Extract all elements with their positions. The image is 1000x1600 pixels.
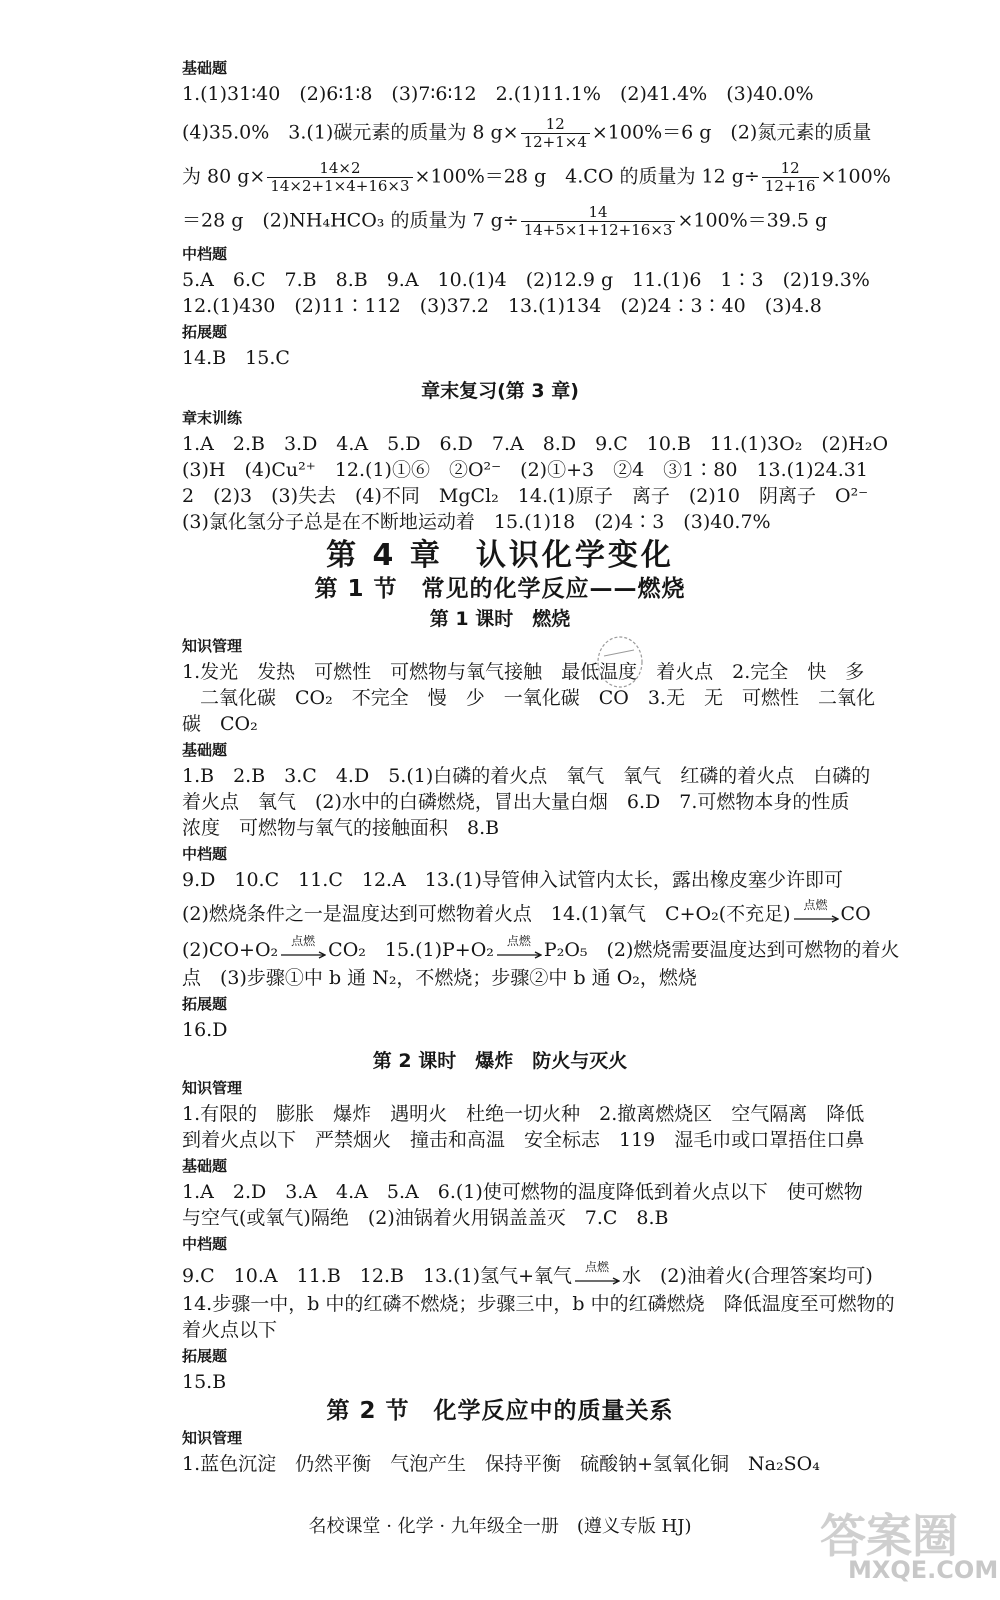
- section-label-chapter-train: 章末训练: [182, 409, 243, 427]
- answer-line: 二氧化碳 CO₂ 不完全 慢 少 一氧化碳 CO 3.无 无 可燃性 二氧化: [200, 687, 875, 709]
- answer-line: [182, 116, 871, 151]
- answer-text: (4)35.0% 3.(1)碳元素的质量为 8 g×: [182, 121, 519, 144]
- reaction-condition: 点燃: [803, 898, 828, 912]
- fraction: [521, 116, 590, 151]
- section-title: 第 1 节 常见的化学反应——燃烧: [314, 576, 686, 602]
- answer-text: ×100%: [820, 165, 891, 188]
- answer-text: 水 (2)油着火(合理答案均可): [622, 1265, 873, 1287]
- answer-line: 1.A 2.B 3.D 4.A 5.D 6.D 7.A 8.D 9.C 10.B 11.(1)3O₂ (2)H₂O: [182, 433, 889, 455]
- answer-text: ×100%＝28 g 4.CO 的质量为 12 g÷: [414, 165, 760, 188]
- answer-line: (3)氯化氢分子总是在不断地运动着 15.(1)18 (2)4∶3 (3)40.7%: [182, 511, 771, 533]
- answer-line: 1.蓝色沉淀 仍然平衡 气泡产生 保持平衡 硫酸钠+氢氧化铜 Na₂SO₄: [182, 1453, 820, 1475]
- section-label-basic: 基础题: [182, 1157, 228, 1175]
- answer-line: 1.A 2.D 3.A 4.A 5.A 6.(1)使可燃物的温度降低到着火点以下 使可燃物: [182, 1181, 863, 1203]
- answer-line: 15.B: [182, 1371, 227, 1393]
- watermark-url: MXQE.COM: [848, 1556, 999, 1584]
- answer-line: 着火点 氧气 (2)水中的白磷燃烧，冒出大量白烟 6.D 7.可燃物本身的性质: [182, 791, 850, 813]
- section-label-middle: 中档题: [182, 845, 228, 863]
- answer-text: ×100%＝39.5 g: [677, 209, 828, 232]
- fraction: [762, 160, 819, 195]
- watermark-logo: 答案圈: [820, 1509, 958, 1563]
- section-label-basic: 基础题: [182, 741, 228, 759]
- fraction-numerator: 14×2: [319, 159, 361, 177]
- section-title: 第 2 节 化学反应中的质量关系: [326, 1398, 674, 1424]
- answer-line: 2 (2)3 (3)失去 (4)不同 MgCl₂ 14.(1)原子 离子 (2)10 阴离子 O²⁻: [182, 485, 869, 507]
- lesson-title: 第 2 课时 爆炸 防火与灭火: [372, 1050, 628, 1072]
- reaction-arrow: [280, 934, 326, 963]
- answer-line: [182, 204, 827, 239]
- fraction: [267, 160, 412, 195]
- arrow-icon: [793, 914, 839, 924]
- fraction-denominator: 14+5×1+12+16×3: [521, 221, 676, 239]
- answer-text: 为 80 g×: [182, 165, 266, 188]
- answer-text: CO₂ 15.(1)P+O₂: [328, 939, 494, 961]
- fraction-numerator: 12: [780, 159, 800, 177]
- answer-line: [182, 160, 891, 195]
- reaction-condition: 点燃: [585, 1260, 610, 1274]
- arrow-icon: [280, 950, 326, 960]
- fraction-denominator: 12+16: [762, 177, 819, 195]
- answer-line: 14.B 15.C: [182, 347, 290, 369]
- fraction: [521, 204, 676, 239]
- answer-text: CO: [840, 903, 871, 925]
- answer-line: 16.D: [182, 1019, 228, 1041]
- fraction-numerator: 14: [588, 203, 608, 221]
- section-label-basic: 基础题: [182, 59, 228, 77]
- section-label-extend: 拓展题: [182, 323, 228, 341]
- section-label-extend: 拓展题: [182, 995, 228, 1013]
- section-label-knowledge: 知识管理: [182, 1079, 243, 1097]
- section-label-middle: 中档题: [182, 1235, 228, 1253]
- answer-line: 到着火点以下 严禁烟火 撞击和高温 安全标志 119 湿毛巾或口罩捂住口鼻: [182, 1129, 865, 1151]
- answer-line: 碳 CO₂: [182, 713, 258, 735]
- reaction-arrow: [574, 1260, 620, 1289]
- page-footer: 名校课堂 · 化学 · 九年级全一册 (遵义专版 HJ): [308, 1516, 692, 1537]
- answer-line: 浓度 可燃物与氧气的接触面积 8.B: [182, 817, 500, 839]
- answer-line: (3)H (4)Cu²⁺ 12.(1)①⑥ ②O²⁻ (2)①+3 ②4 ③1∶80 13.(1)24.31: [182, 459, 868, 481]
- section-label-extend: 拓展题: [182, 1347, 228, 1365]
- answer-line: 1.发光 发热 可燃性 可燃物与氧气接触 最低温度 着火点 2.完全 快 多: [182, 661, 865, 683]
- reaction-condition: 点燃: [506, 934, 531, 948]
- arrow-icon: [574, 1276, 620, 1286]
- fraction-denominator: 12+1×4: [521, 133, 590, 151]
- reaction-arrow: [793, 898, 839, 927]
- answer-text: (2)CO+O₂: [182, 939, 279, 961]
- answer-line: 点 (3)步骤①中 b 通 N₂，不燃烧；步骤②中 b 通 O₂，燃烧: [182, 967, 697, 989]
- answer-text: (2)燃烧条件之一是温度达到可燃物着火点 14.(1)氧气 C+O₂(不充足): [182, 903, 791, 925]
- fraction-denominator: 14×2+1×4+16×3: [267, 177, 412, 195]
- answer-line: [182, 898, 871, 927]
- section-label-knowledge: 知识管理: [182, 1429, 243, 1447]
- answer-line: 9.D 10.C 11.C 12.A 13.(1)导管伸入试管内太长，露出橡皮塞少许即可: [182, 869, 843, 891]
- arrow-icon: [496, 950, 542, 960]
- answer-text: P₂O₅ (2)燃烧需要温度达到可燃物的着火: [543, 939, 900, 961]
- reaction-arrow: [496, 934, 542, 963]
- lesson-title: 第 1 课时 燃烧: [429, 608, 571, 630]
- answer-text: ×100%＝6 g (2)氮元素的质量: [591, 121, 872, 144]
- answer-line: 与空气(或氧气)隔绝 (2)油锅着火用锅盖盖灭 7.C 8.B: [182, 1207, 669, 1229]
- review-title: 章末复习(第 3 章): [421, 380, 579, 402]
- answer-text: 9.C 10.A 11.B 12.B 13.(1)氢气+氧气: [182, 1265, 573, 1287]
- stamp-icon: [594, 634, 646, 690]
- answer-line: 着火点以下: [182, 1319, 278, 1341]
- answer-line: [182, 1260, 873, 1289]
- answer-text: ＝28 g (2)NH₄HCO₃ 的质量为 7 g÷: [182, 209, 519, 232]
- answer-line: 12.(1)430 (2)11∶112 (3)37.2 13.(1)134 (2)24∶3∶40 (3)4.8: [182, 295, 822, 317]
- section-label-knowledge: 知识管理: [182, 637, 243, 655]
- answer-line: 5.A 6.C 7.B 8.B 9.A 10.(1)4 (2)12.9 g 11.(1)6 1∶3 (2)19.3%: [182, 269, 870, 291]
- reaction-condition: 点燃: [291, 934, 316, 948]
- answer-line: 1.B 2.B 3.C 4.D 5.(1)白磷的着火点 氧气 氧气 红磷的着火点 白磷的: [182, 765, 871, 787]
- answer-line: 1.(1)31∶40 (2)6∶1∶8 (3)7∶6∶12 2.(1)11.1% (2)41.4% (3)40.0%: [182, 83, 814, 105]
- answer-line: [182, 934, 900, 963]
- chapter-title: 第 4 章 认识化学变化: [326, 538, 674, 573]
- fraction-numerator: 12: [545, 115, 565, 133]
- answer-line: 1.有限的 膨胀 爆炸 遇明火 杜绝一切火种 2.撤离燃烧区 空气隔离 降低: [182, 1103, 865, 1125]
- answer-line: 14.步骤一中，b 中的红磷不燃烧；步骤三中，b 中的红磷燃烧 降低温度至可燃物的: [182, 1293, 895, 1315]
- section-label-middle: 中档题: [182, 245, 228, 263]
